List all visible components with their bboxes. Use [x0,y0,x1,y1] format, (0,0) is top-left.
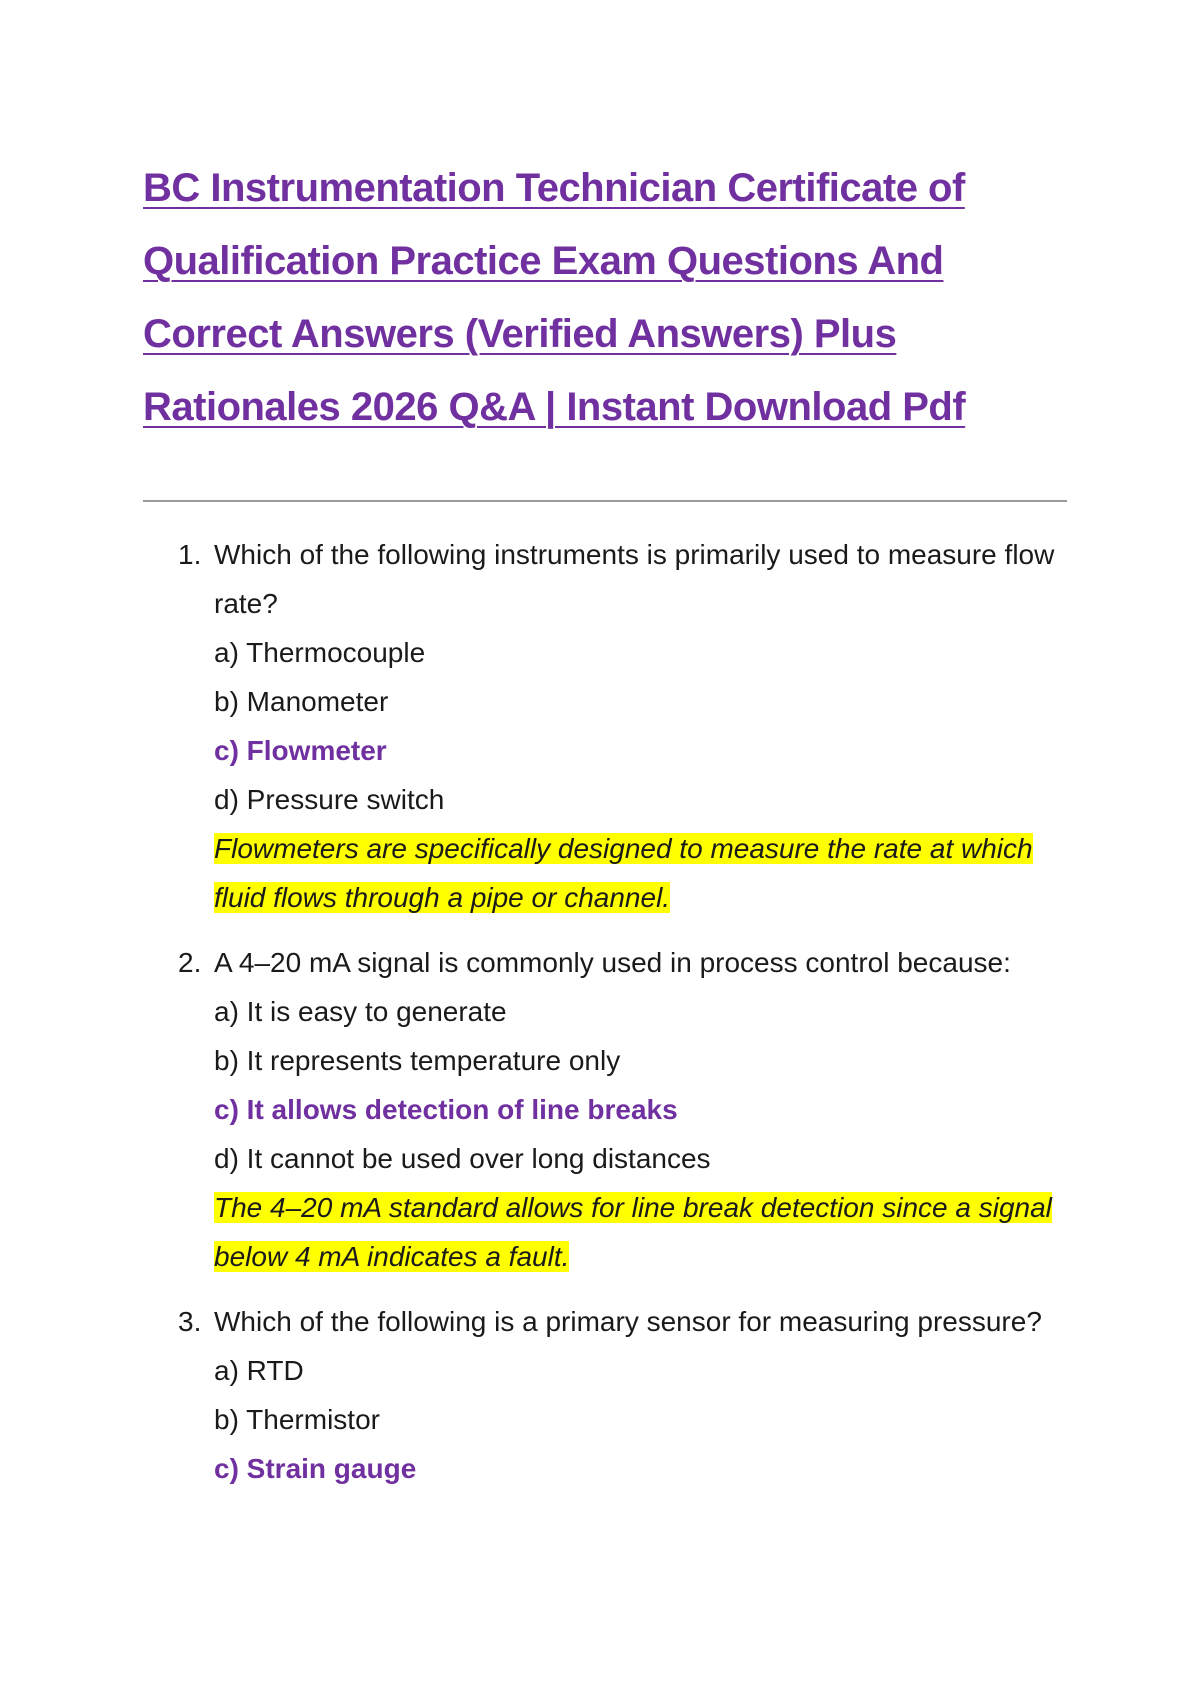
title-line: Correct Answers (Verified Answers) Plus [143,312,897,356]
question-list [170,530,1070,1509]
rationale-text: Flowmeters are specifically designed to measure the rate at which fluid flows through a pipe or channel. [214,833,1033,913]
question-text: Which of the following instruments is primarily used to measure flow rate? [214,539,1055,619]
title-line: BC Instrumentation Technician Certificate of [143,166,965,210]
question-item [170,530,1070,922]
answer-option: d) Pressure switch [214,784,445,815]
answer-option: b) Manometer [214,686,389,717]
question-text: Which of the following is a primary sensor for measuring pressure? [214,1306,1042,1337]
question-item [170,1297,1070,1493]
question-number: 3. [178,1306,202,1337]
question-number: 1. [178,539,202,570]
title-line: Qualification Practice Exam Questions And [143,239,944,283]
answer-rationale [214,1183,1070,1281]
document-title [143,152,1083,444]
answer-option: a) It is easy to generate [214,996,507,1027]
answer-option: b) It represents temperature only [214,1045,621,1076]
horizontal-divider [143,500,1067,502]
rationale-text: The 4–20 mA standard allows for line break detection since a signal below 4 mA indicates a fault. [214,1192,1052,1272]
question-text: A 4–20 mA signal is commonly used in process control because: [214,947,1011,978]
question-item [170,938,1070,1281]
title-line: Rationales 2026 Q&A | Instant Download Pdf [143,385,966,429]
question-number: 2. [178,947,202,978]
answer-option: a) RTD [214,1355,304,1386]
answer-option: a) Thermocouple [214,637,426,668]
answer-rationale [214,824,1070,922]
answer-option: d) It cannot be used over long distances [214,1143,711,1174]
answer-option: b) Thermistor [214,1404,380,1435]
correct-answer-option: c) Strain gauge [214,1453,417,1484]
correct-answer-option: c) Flowmeter [214,735,387,766]
correct-answer-option: c) It allows detection of line breaks [214,1094,678,1125]
